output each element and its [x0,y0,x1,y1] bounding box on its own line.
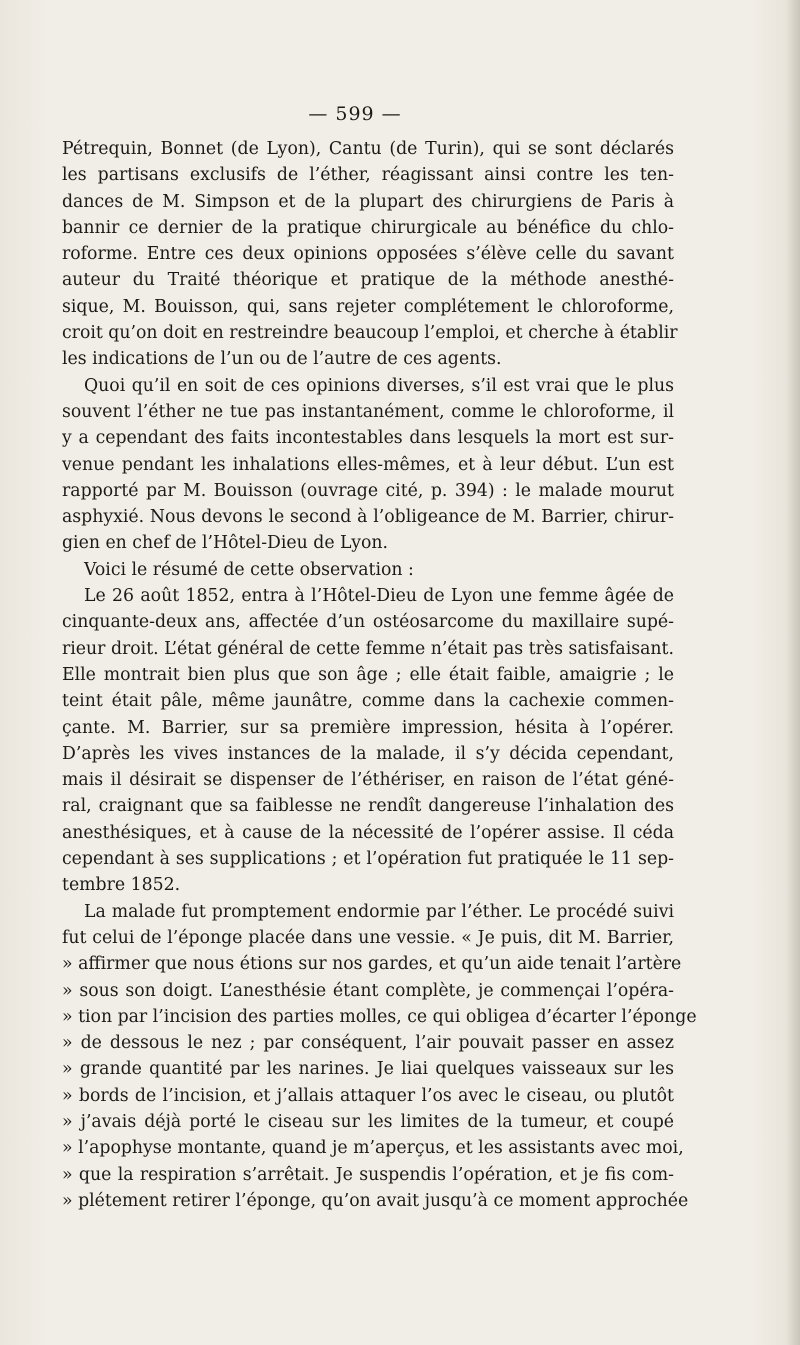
text-line: Quoi qu’il en soit de ces opinions diverses, s’il est vrai que le plus [84,375,674,396]
text-line: » l’apophyse montante, quand je m’aperçus, et les assistants avec moi, [62,1138,684,1159]
text-line: » j’avais déjà porté le ciseau sur les limites de la tumeur, et coupé [62,1111,674,1132]
text-line: » grande quantité par les narines. Je liai quelques vaisseaux sur les [62,1059,674,1080]
paragraph [62,557,674,583]
text-line: La malade fut promptement endormie par l’éther. Le procédé suivi [84,901,674,922]
text-line: auteur du Traité théorique et pratique de la méthode anesthé- [62,270,674,291]
page-number: — 599 — [308,103,402,125]
text-line: Pétrequin, Bonnet (de Lyon), Cantu (de Turin), qui se sont déclarés [62,139,674,159]
text-line: » plétement retirer l’éponge, qu’on avait jusqu’à ce moment approchée [62,1190,689,1211]
text-line: Voici le résumé de cette observation : [84,559,414,580]
text-line: rapporté par M. Bouisson (ouvrage cité, p. 394) : le malade mourut [62,480,674,501]
text-line: teint était pâle, même jaunâtre, comme dans la cachexie commen- [62,691,674,712]
text-line: bannir ce dernier de la pratique chirurgicale au bénéfice du chlo- [62,217,674,238]
text-line: venue pendant les inhalations elles-mêmes, et à leur début. L’un est [62,454,674,475]
text-line: » que la respiration s’arrêtait. Je suspendis l’opération, et je fis com- [62,1164,674,1185]
text-body [62,136,697,1214]
text-line: cinquante-deux ans, affectée d’un ostéosarcome du maxillaire supé- [62,612,674,633]
text-line: dances de M. Simpson et de la plupart des chirurgiens de Paris à [62,191,674,212]
text-line: roforme. Entre ces deux opinions opposées s’élève celle du savant [62,244,674,265]
text-line: gien en chef de l’Hôtel-Dieu de Lyon. [62,533,389,554]
text-line: asphyxié. Nous devons le second à l’obligeance de M. Barrier, chirur- [62,507,674,528]
text-line: » tion par l’incision des parties molles, ce qui obligea d’écarter l’éponge [62,1006,697,1027]
text-line: » sous son doigt. L’anesthésie étant complète, je commençai l’opéra- [62,980,674,1001]
paragraph [62,136,678,373]
text-line: cependant à ses supplications ; et l’opération fut pratiquée le 11 sep- [62,849,674,870]
text-line: rieur droit. L’état général de cette femme n’était pas très satisfaisant. [62,638,674,659]
text-line: sique, M. Bouisson, qui, sans rejeter complétement le chloroforme, [62,296,674,317]
text-line: » de dessous le nez ; par conséquent, l’air pouvait passer en assez [62,1033,674,1054]
text-line: mais il désirait se dispenser de l’éthériser, en raison de l’état géné- [62,770,674,791]
text-line: fut celui de l’éponge placée dans une vessie. « Je puis, dit M. Barrier, [62,927,674,948]
text-line: souvent l’éther ne tue pas instantanément, comme le chloroforme, il [62,401,674,422]
text-line: ral, craignant que sa faiblesse ne rendît dangereuse l’inhalation des [62,796,674,817]
text-line: çante. M. Barrier, sur sa première impression, hésita à l’opérer. [62,717,674,738]
text-line: » bords de l’incision, et j’allais attaquer l’os avec le ciseau, ou plutôt [62,1085,674,1106]
paragraph [62,373,674,557]
text-line: croit qu’on doit en restreindre beaucoup l’emploi, et cherche à établir [62,323,678,344]
page-edge-shadow [786,0,800,1345]
text-line: les indications de l’un ou de l’autre de ces agents. [62,349,502,370]
text-line: Le 26 août 1852, entra à l’Hôtel-Dieu de Lyon une femme âgée de [84,586,674,607]
text-line: tembre 1852. [62,875,181,896]
paragraph [62,583,674,899]
text-line: » affirmer que nous étions sur nos gardes, et qu’un aide tenait l’artère [62,954,682,975]
text-line: anesthésiques, et à cause de la nécessité de l’opérer assise. Il céda [62,822,674,843]
text-line: Elle montrait bien plus que son âge ; elle était faible, amaigrie ; le [62,664,674,685]
paragraph [62,899,697,1215]
text-line: D’après les vives instances de la malade, il s’y décida cependant, [62,743,674,764]
text-line: les partisans exclusifs de l’éther, réagissant ainsi contre les ten- [62,165,674,186]
text-line: y a cependant des faits incontestables dans lesquels la mort est sur- [62,428,674,449]
